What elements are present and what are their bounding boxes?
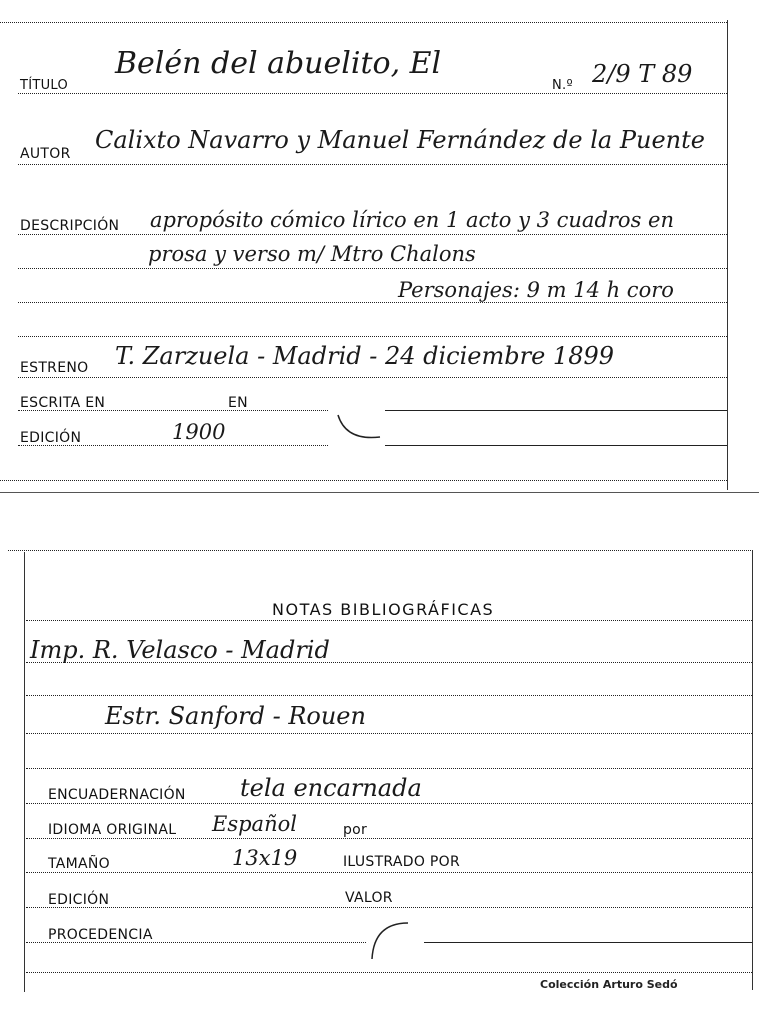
edicion-line-right (385, 445, 727, 446)
ilustrado-label: ILUSTRADO POR (343, 854, 460, 870)
collection-credit: Colección Arturo Sedó (540, 978, 678, 991)
edicion-value: 1900 (172, 420, 226, 444)
valor-label: VALOR (345, 890, 393, 906)
autor-line (18, 164, 727, 165)
bottom-card (0, 540, 759, 1020)
top-card-top-border (0, 22, 727, 23)
bottom-card-right-edge (752, 550, 753, 990)
por-label: por (343, 822, 368, 838)
idioma-line (26, 838, 752, 839)
idioma-label: IDIOMA ORIGINAL (48, 822, 177, 838)
encuadernacion-value: tela encarnada (240, 774, 422, 802)
estreno-value: T. Zarzuela - Madrid - 24 diciembre 1899 (115, 342, 615, 370)
bottom-card-bottom-border (26, 972, 752, 973)
blank-line (18, 336, 727, 337)
titulo-label: TÍTULO (20, 78, 69, 93)
notas-line-3 (26, 733, 752, 734)
descripcion-line1: apropósito cómico lírico en 1 acto y 3 cuadros en (150, 208, 674, 232)
card-separator (0, 492, 759, 493)
top-card (0, 0, 759, 495)
descripcion-line3: Personajes: 9 m 14 h coro (398, 278, 674, 302)
autor-value: Calixto Navarro y Manuel Fernández de la Puente (95, 126, 705, 154)
descripcion-label: DESCRIPCIÓN (20, 218, 120, 234)
escrita-label: ESCRITA EN (20, 395, 106, 411)
titulo-value: Belén del abuelito, El (115, 46, 442, 81)
tamano-label: TAMAÑO (48, 856, 110, 872)
descripcion-line-1 (18, 234, 727, 235)
encuadernacion-line (26, 803, 752, 804)
notas-line-4 (26, 768, 752, 769)
escrita-line (18, 410, 328, 411)
descripcion-line-2 (18, 268, 727, 269)
estreno-line (18, 377, 727, 378)
notas-line-1 (26, 662, 752, 663)
notas-line-2 (26, 695, 752, 696)
nota-line1: Imp. R. Velasco - Madrid (30, 636, 330, 664)
descripcion-line2: prosa y verso m/ Mtro Chalons (148, 242, 476, 266)
descripcion-line-3 (18, 302, 727, 303)
estreno-label: ESTRENO (20, 360, 89, 376)
bottom-card-left-edge (24, 552, 25, 992)
encuadernacion-label: ENCUADERNACIÓN (48, 787, 186, 803)
autor-label: AUTOR (20, 146, 71, 162)
notas-title: NOTAS BIBLIOGRÁFICAS (272, 600, 495, 619)
tamano-value: 13x19 (232, 846, 298, 870)
top-card-right-edge (727, 20, 728, 490)
notas-line-0 (26, 620, 752, 621)
numero-label: N.º (552, 78, 573, 93)
procedencia-line-right (424, 942, 752, 943)
punch-hole-arc-bottom (364, 915, 420, 965)
bottom-card-top-border (8, 550, 751, 551)
tamano-line (26, 872, 752, 873)
titulo-line (18, 93, 727, 94)
procedencia-line (26, 942, 366, 943)
edicion2-line (26, 907, 752, 908)
punch-hole-arc (330, 395, 390, 445)
nota-line2: Estr. Sanford - Rouen (105, 702, 366, 730)
top-card-bottom-border (0, 480, 727, 481)
en-label: EN (228, 395, 248, 411)
escrita-line-right (385, 410, 727, 411)
idioma-value: Español (212, 812, 297, 836)
edicion-line (18, 445, 328, 446)
edicion2-label: EDICIÓN (48, 892, 110, 908)
procedencia-label: PROCEDENCIA (48, 927, 153, 943)
edicion-label: EDICIÓN (20, 430, 82, 446)
numero-value: 2/9 T 89 (592, 60, 693, 88)
